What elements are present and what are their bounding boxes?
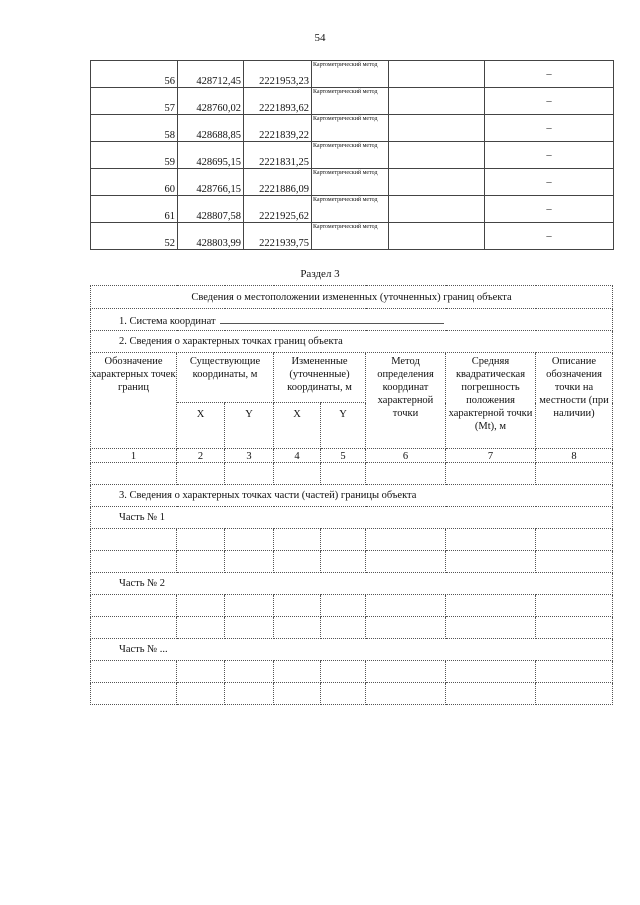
coord-y: 2221893,62 bbox=[244, 88, 312, 115]
empty-cell bbox=[389, 223, 485, 250]
coord-row bbox=[91, 223, 614, 250]
coord-y: 2221939,75 bbox=[244, 223, 312, 250]
column-number: 2 bbox=[177, 449, 225, 463]
coord-x: 428803,99 bbox=[178, 223, 244, 250]
empty-cell bbox=[389, 169, 485, 196]
points-heading: 2. Сведения о характерных точках границ объекта bbox=[91, 331, 613, 353]
point-number: 59 bbox=[91, 142, 178, 169]
point-number: 61 bbox=[91, 196, 178, 223]
empty-row bbox=[91, 683, 613, 705]
header-changed-coords: Измененные (уточненные) координаты, м bbox=[274, 353, 366, 403]
coord-row bbox=[91, 88, 614, 115]
coord-y: 2221831,25 bbox=[244, 142, 312, 169]
header-existing-x: X bbox=[177, 403, 225, 449]
part-1-label: Часть № 1 bbox=[91, 507, 613, 529]
header-changed-x: X bbox=[274, 403, 321, 449]
coord-y: 2221953,23 bbox=[244, 61, 312, 88]
empty-cell bbox=[389, 88, 485, 115]
coord-x: 428807,58 bbox=[178, 196, 244, 223]
coord-x: 428760,02 bbox=[178, 88, 244, 115]
method: Картометрический метод bbox=[312, 61, 389, 88]
parts-heading: 3. Сведения о характерных точках части (частей) границы объекта bbox=[91, 485, 613, 507]
header-existing-y: Y bbox=[225, 403, 274, 449]
changed-boundaries-table bbox=[90, 285, 613, 705]
coord-y: 2221886,09 bbox=[244, 169, 312, 196]
coord-row bbox=[91, 196, 614, 223]
section-title: Раздел 3 bbox=[300, 268, 340, 280]
column-number: 1 bbox=[91, 449, 177, 463]
description-dash: – bbox=[485, 142, 614, 169]
coord-y: 2221839,22 bbox=[244, 115, 312, 142]
column-number: 3 bbox=[225, 449, 274, 463]
coord-x: 428712,45 bbox=[178, 61, 244, 88]
header-description: Описание обозначения точки на местности (при наличии) bbox=[536, 353, 613, 449]
part-n-label: Часть № ... bbox=[91, 639, 613, 661]
empty-row bbox=[91, 595, 613, 617]
description-dash: – bbox=[485, 223, 614, 250]
coord-row bbox=[91, 115, 614, 142]
header-designation: Обозначение характерных точек границ bbox=[91, 353, 177, 449]
header-changed-y: Y bbox=[321, 403, 366, 449]
method: Картометрический метод bbox=[312, 142, 389, 169]
coord-row bbox=[91, 61, 614, 88]
page-number: 54 bbox=[314, 32, 326, 44]
method: Картометрический метод bbox=[312, 196, 389, 223]
column-number: 5 bbox=[321, 449, 366, 463]
coord-system-label: 1. Система координат bbox=[119, 315, 216, 327]
empty-row bbox=[91, 551, 613, 573]
description-dash: – bbox=[485, 61, 614, 88]
coord-x: 428688,85 bbox=[178, 115, 244, 142]
method: Картометрический метод bbox=[312, 169, 389, 196]
point-number: 57 bbox=[91, 88, 178, 115]
description-dash: – bbox=[485, 88, 614, 115]
point-number: 58 bbox=[91, 115, 178, 142]
column-number: 8 bbox=[536, 449, 613, 463]
part-2-label: Часть № 2 bbox=[91, 573, 613, 595]
empty-row bbox=[91, 463, 613, 485]
coord-x: 428695,15 bbox=[178, 142, 244, 169]
empty-cell bbox=[389, 142, 485, 169]
empty-cell bbox=[389, 115, 485, 142]
column-number: 7 bbox=[446, 449, 536, 463]
coord-system-blank bbox=[220, 313, 444, 324]
coord-y: 2221925,62 bbox=[244, 196, 312, 223]
method: Картометрический метод bbox=[312, 223, 389, 250]
table-title: Сведения о местоположении измененных (уточненных) границ объекта bbox=[91, 286, 613, 309]
coord-x: 428766,15 bbox=[178, 169, 244, 196]
empty-cell bbox=[389, 61, 485, 88]
description-dash: – bbox=[485, 169, 614, 196]
header-existing-coords: Существующие координаты, м bbox=[177, 353, 274, 403]
empty-row bbox=[91, 617, 613, 639]
header-error: Средняя квадратическая погрешность положения характерной точки (Mt), м bbox=[446, 353, 536, 449]
method: Картометрический метод bbox=[312, 88, 389, 115]
coord-row bbox=[91, 169, 614, 196]
coord-row bbox=[91, 142, 614, 169]
column-number: 6 bbox=[366, 449, 446, 463]
column-number: 4 bbox=[274, 449, 321, 463]
coordinates-table bbox=[90, 60, 614, 250]
coord-system-row bbox=[91, 309, 613, 331]
point-number: 56 bbox=[91, 61, 178, 88]
empty-row bbox=[91, 661, 613, 683]
empty-row bbox=[91, 529, 613, 551]
method: Картометрический метод bbox=[312, 115, 389, 142]
point-number: 60 bbox=[91, 169, 178, 196]
point-number: 52 bbox=[91, 223, 178, 250]
description-dash: – bbox=[485, 196, 614, 223]
empty-cell bbox=[389, 196, 485, 223]
header-method: Метод определения координат характерной точки bbox=[366, 353, 446, 449]
description-dash: – bbox=[485, 115, 614, 142]
column-numbers-row bbox=[91, 449, 613, 463]
